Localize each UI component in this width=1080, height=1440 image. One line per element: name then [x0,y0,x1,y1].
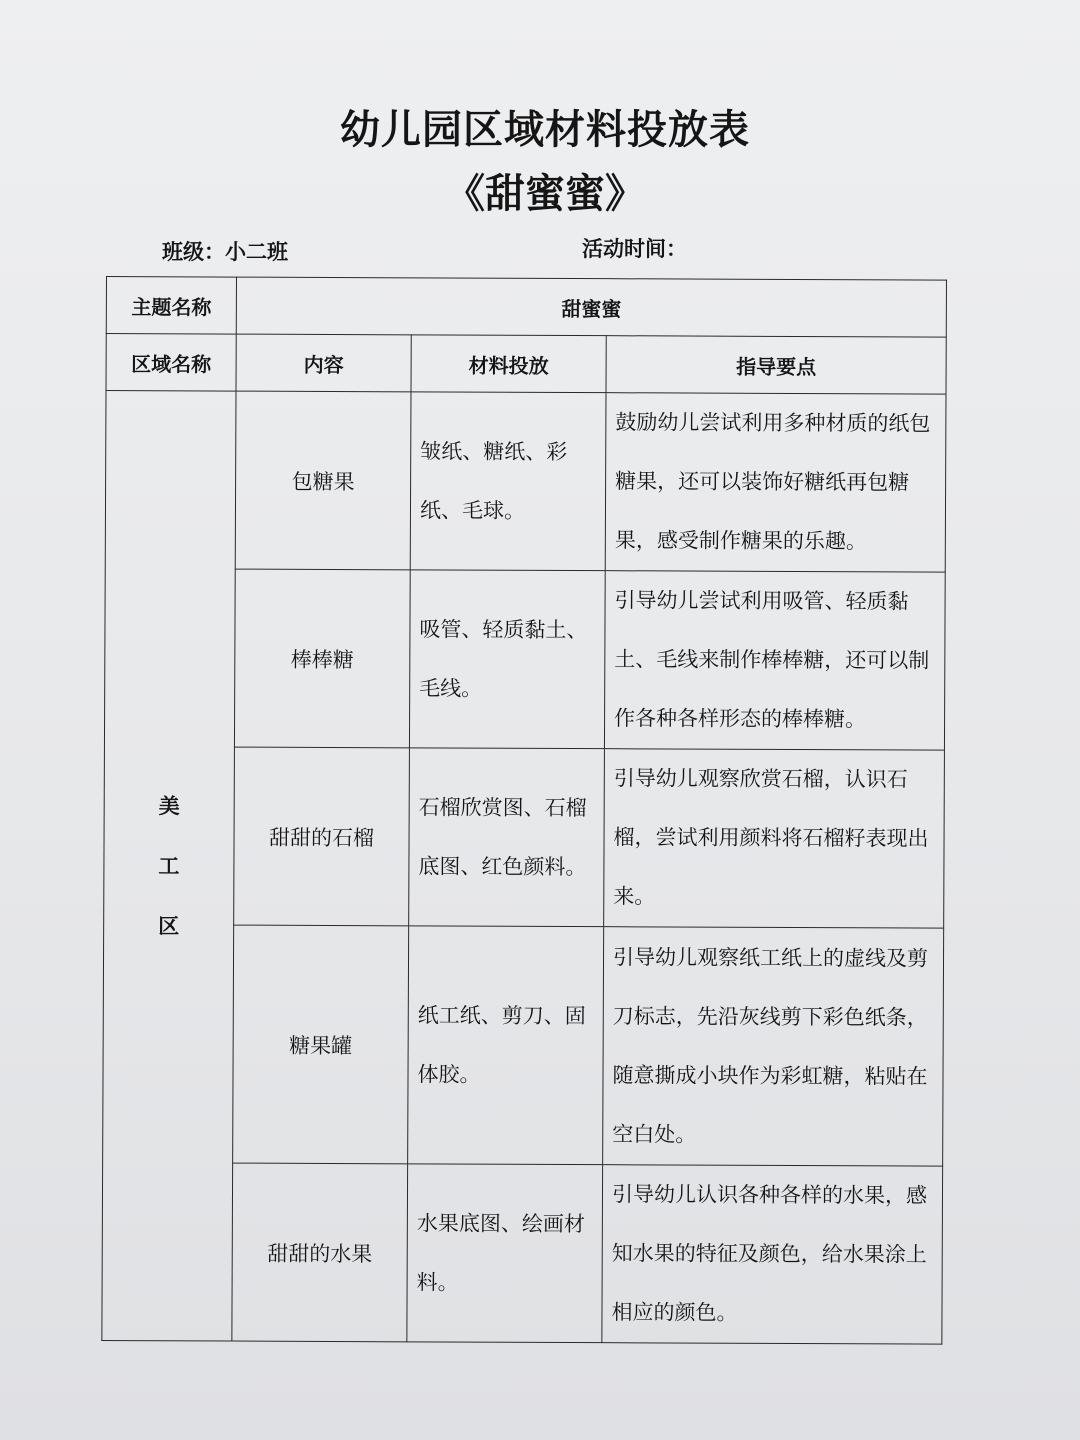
activity-content-cell: 甜甜的水果 [232,1163,408,1342]
materials-table-wrapper [101,276,946,1345]
activity-content-cell: 糖果罐 [233,925,409,1164]
materials-table [101,276,947,1345]
activity-content-cell: 包糖果 [235,391,411,570]
page-title: 幼儿园区域材料投放表 [340,107,750,153]
guidance-cell: 引导幼儿观察欣赏石榴，认识石榴，尝试利用颜料将石榴籽表现出来。 [604,749,945,928]
zone-name-cell [102,391,236,1342]
header-row [106,334,946,395]
materials-cell: 水果底图、绘画材料。 [407,1164,603,1343]
zone-name-char: 美 [158,793,180,818]
materials-cell: 纸工纸、剪刀、固体胶。 [408,926,604,1165]
table-row [105,391,946,573]
class-label: 班级：小二班 [162,240,288,264]
activity-content-cell: 甜甜的石榴 [234,747,410,926]
column-header-guidance: 指导要点 [606,336,946,394]
column-header-content: 内容 [236,334,411,392]
materials-cell: 吸管、轻质黏土、毛线。 [409,570,605,749]
activity-content-cell: 棒棒糖 [234,569,410,748]
zone-label: 区域名称 [106,334,236,392]
page-subtitle: 《甜蜜蜜》 [445,171,645,217]
zone-name-char: 工 [158,853,180,878]
materials-cell: 石榴欣赏图、石榴底图、红色颜料。 [409,748,605,927]
guidance-cell: 引导幼儿观察纸工纸上的虚线及剪刀标志，先沿灰线剪下彩色纸条，随意撕成小块作为彩虹糖，粘贴在空白处。 [603,927,944,1166]
materials-cell: 皱纸、糖纸、彩纸、毛球。 [410,392,606,571]
theme-label: 主题名称 [106,277,236,335]
activity-time-label: 活动时间： [582,237,687,261]
theme-row [106,277,946,338]
theme-value: 甜蜜蜜 [236,277,946,337]
column-header-materials: 材料投放 [411,335,606,393]
guidance-cell: 引导幼儿认识各种各样的水果，感知水果的特征及颜色，给水果涂上相应的颜色。 [602,1165,943,1344]
guidance-cell: 鼓励幼儿尝试利用多种材质的纸包糖果，还可以装饰好糖纸再包糖果，感受制作糖果的乐趣。 [605,393,946,572]
guidance-cell: 引导幼儿尝试利用吸管、轻质黏土、毛线来制作棒棒糖，还可以制作各种各样形态的棒棒糖。 [604,571,945,750]
zone-name-char: 区 [158,913,180,938]
